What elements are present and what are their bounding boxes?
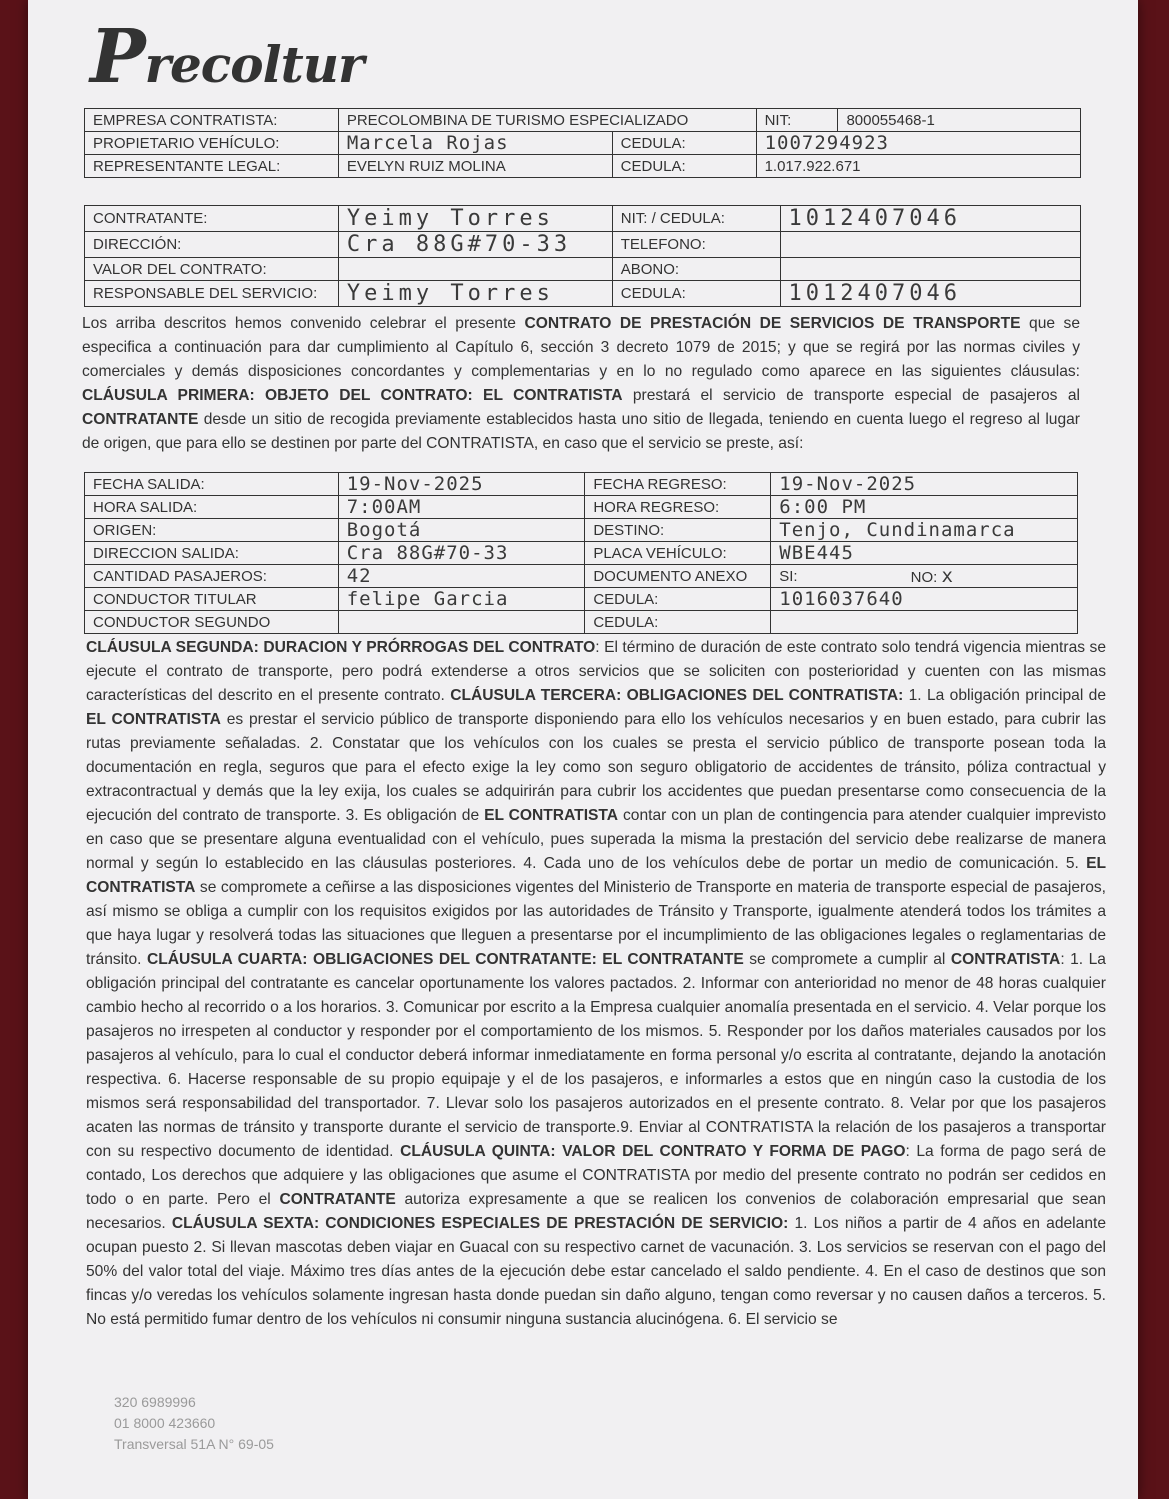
- direccion-value: Cra 88G#70-33: [338, 232, 612, 258]
- bold-text-run: CLÁUSULA CUARTA: OBLIGACIONES DEL CONTRATANTE: EL CONTRATANTE: [146, 951, 744, 968]
- text-run: se compromete a ceñirse a las disposiciones vigentes del Ministerio de Transporte en materia de transporte especial de pasajeros, así mismo se obliga a cumplir con los requisitos exigidos por las autoridades de Tránsito y Transporte, igualmente atenderá todos los trámites a que haya lugar y resolverá todas las situaciones que lleguen a presentarse por el incumplimiento de las obligaciones legales o reglamentarias de tránsito.: [86, 879, 1106, 968]
- text-run: : La forma de pago será de contado, Los derechos que adquiere y las obligaciones que asume el CONTRATISTA por medio del presente contrato no podrán ser cedidos en todo o en parte. Pero el: [86, 1143, 1106, 1208]
- text-run: autoriza expresamente a que se realicen los convenios de colaboración empresarial que sean necesarios.: [86, 1191, 1106, 1232]
- nit-cedula-label: NIT: / CEDULA:: [612, 206, 780, 232]
- bold-text-run: CLÁUSULA TERCERA: OBLIGACIONES DEL CONTRATISTA:: [450, 687, 904, 704]
- destino-value: Tenjo, Cundinamarca: [771, 519, 1078, 542]
- bold-text-run: CLÁUSULA SEXTA: CONDICIONES ESPECIALES DE PRESTACIÓN DE SERVICIO:: [171, 1215, 789, 1232]
- telefono-label: TELEFONO:: [612, 232, 780, 258]
- bold-text-run: CONTRATANTE: [82, 411, 199, 428]
- no-value: x: [941, 565, 954, 587]
- cedula-label: CEDULA:: [612, 281, 780, 307]
- nit-value: 800055468-1: [838, 109, 1081, 132]
- origen-label: ORIGEN:: [85, 519, 339, 542]
- text-run: se compromete a cumplir al: [743, 951, 951, 968]
- company-table: [84, 108, 1081, 178]
- bold-text-run: CLÁUSULA SEGUNDA: DURACION Y PRÓRROGAS DEL CONTRATO: [86, 639, 596, 656]
- fecha-regreso-label: FECHA REGRESO:: [585, 473, 771, 496]
- hora-salida-label: HORA SALIDA:: [85, 496, 339, 519]
- cedula2-value: 1.017.922.671: [756, 155, 1080, 178]
- pasajeros-label: CANTIDAD PASAJEROS:: [85, 565, 339, 588]
- placa-value: WBE445: [771, 542, 1078, 565]
- cedula-titular-value: 1016037640: [771, 588, 1078, 611]
- fecha-salida-value: 19-Nov-2025: [338, 473, 585, 496]
- placa-label: PLACA VEHÍCULO:: [585, 542, 771, 565]
- clauses-paragraph: [86, 636, 1106, 1332]
- bold-text-run: EL CONTRATISTA: [484, 807, 619, 824]
- text-run: 1. Los niños a partir de 4 años en adelante ocupan puesto 2. Si llevan mascotas deben viajar en Guacal con su respectivo carnet de vacunación. 3. Los servicios se reservan con el pago del 50% del valor total del viaje. Máximo tres días antes de la ejecución debe estar cancelado el saldo pendiente. 4. En el caso de destinos que son fincas y/o veredas los vehículos solamente ingresan hasta donde puedan sin daño alguno, tengan como reversar y no causen daños a terceros. 5. No está permitido fumar dentro de los vehículos ni consumir ninguna sustancia alucinógena. 6. El servicio se: [86, 1215, 1106, 1328]
- bold-text-run: CONTRATISTA: [950, 951, 1061, 968]
- bold-text-run: EL CONTRATISTA: [86, 711, 221, 728]
- destino-label: DESTINO:: [585, 519, 771, 542]
- conductor-segundo-label: CONDUCTOR SEGUNDO: [85, 611, 339, 634]
- text-run: es prestar el servicio público de transporte disponiendo para ello los vehículos necesarios y en buen estado, para cubrir las rutas previamente señaladas. 2. Constatar que los vehículos con los cuales se presta el servicio público de transporte posean toda la documentación en regla, seguros que para el efecto exige la ley como son seguro obligatorio de accidentes de tránsito, póliza contractual y extracontractual y demás que la ley exija, los cuales se adquirirán para cubrir los accidentes que puedan presentarse como consecuencia de la ejecución del contrato de transporte. 3. Es obligación de: [86, 711, 1106, 824]
- footer-contact: [114, 1392, 274, 1455]
- text-run: Los arriba descritos hemos convenido celebrar el presente: [82, 315, 525, 332]
- valor-label: VALOR DEL CONTRATO:: [85, 258, 339, 281]
- bold-text-run: CLÁUSULA QUINTA: VALOR DEL CONTRATO Y FORMA DE PAGO: [400, 1143, 906, 1160]
- bold-text-run: CONTRATANTE: [279, 1191, 396, 1208]
- contract-page: [28, 0, 1138, 1499]
- trip-table: [84, 472, 1078, 634]
- no-cell: [871, 565, 1078, 588]
- text-run: que se especifica a continuación para dar cumplimiento al Capítulo 6, sección 3 decreto 1079 de 2015; y que se regirá por las normas civiles y comerciales y demás disposiciones concordantes y complementarias y en lo no regulado como aparece en las siguientes cláusulas:: [82, 315, 1081, 380]
- bold-text-run: CONTRATO DE PRESTACIÓN DE SERVICIOS DE TRANSPORTE: [524, 315, 1021, 332]
- direccion-label: DIRECCIÓN:: [85, 232, 339, 258]
- bold-text-run: EL CONTRATISTA: [86, 855, 1106, 896]
- text-run: 1. La obligación principal de: [903, 687, 1107, 704]
- responsable-value: Yeimy Torres: [338, 281, 612, 307]
- cedula-segundo-value: [771, 611, 1078, 634]
- footer-phone-2: 01 8000 423660: [114, 1415, 216, 1431]
- text-run: : El término de duración de este contrato solo tendrá vigencia mientras se ejecute el contrato de transporte, pero podrá extenderse a otros servicios que se soliciten con posterioridad y cuenten con las mismas características del descrito en el presente contrato.: [86, 639, 1107, 704]
- text-run: desde un sitio de recogida previamente establecidos hasta uno sitio de llegada, teniendo en cuenta luego el regreso al lugar de origen, que para ello se destinen por parte del CONTRATISTA, en caso que el servicio se preste, así:: [82, 411, 1080, 452]
- fecha-salida-label: FECHA SALIDA:: [85, 473, 339, 496]
- client-table: [84, 205, 1081, 307]
- cedula2-label: CEDULA:: [612, 155, 756, 178]
- direccion-salida-value: Cra 88G#70-33: [338, 542, 585, 565]
- fecha-regreso-value: 19-Nov-2025: [771, 473, 1078, 496]
- pasajeros-value: 42: [338, 565, 585, 588]
- cedula1-label: CEDULA:: [612, 132, 756, 155]
- contratante-value: Yeimy Torres: [338, 206, 612, 232]
- abono-label: ABONO:: [612, 258, 780, 281]
- contratante-label: CONTRATANTE:: [85, 206, 339, 232]
- intro-paragraph: [82, 312, 1080, 456]
- text-run: prestará el servicio de transporte especial de pasajeros al: [622, 387, 1080, 404]
- empresa-value: PRECOLOMBINA DE TURISMO ESPECIALIZADO: [338, 109, 756, 132]
- responsable-label: RESPONSABLE DEL SERVICIO:: [85, 281, 339, 307]
- empresa-label: EMPRESA CONTRATISTA:: [85, 109, 339, 132]
- representante-label: REPRESENTANTE LEGAL:: [85, 155, 339, 178]
- bold-text-run: CLÁUSULA PRIMERA: OBJETO DEL CONTRATO: EL CONTRATISTA: [82, 387, 623, 404]
- nit-cedula-value: 1012407046: [780, 206, 1080, 232]
- documento-label: DOCUMENTO ANEXO: [585, 565, 771, 588]
- hora-regreso-value: 6:00 PM: [771, 496, 1078, 519]
- hora-salida-value: 7:00AM: [338, 496, 585, 519]
- propietario-label: PROPIETARIO VEHÍCULO:: [85, 132, 339, 155]
- conductor-titular-value: felipe Garcia: [338, 588, 585, 611]
- cedula-value: 1012407046: [780, 281, 1080, 307]
- valor-value: [338, 258, 612, 281]
- si-label: SI:: [771, 565, 871, 588]
- cedula-titular-label: CEDULA:: [585, 588, 771, 611]
- abono-value: [780, 258, 1080, 281]
- direccion-salida-label: DIRECCION SALIDA:: [85, 542, 339, 565]
- text-run: contar con un plan de contingencia para atender cualquier imprevisto en caso que se presentare alguna eventualidad con el vehículo, pues superada la misma la prestación del servicio debe realizarse de manera normal y según lo establecido en las cláusulas posteriores. 4. Cada uno de los vehículos debe de portar un medio de comunicación. 5.: [86, 807, 1107, 872]
- representante-value: EVELYN RUIZ MOLINA: [338, 155, 612, 178]
- propietario-value: Marcela Rojas: [338, 132, 612, 155]
- hora-regreso-label: HORA REGRESO:: [585, 496, 771, 519]
- footer-phone-1: 320 6989996: [114, 1394, 196, 1410]
- footer-address: Transversal 51A N° 69-05: [114, 1436, 274, 1452]
- nit-label: NIT:: [756, 109, 838, 132]
- conductor-segundo-value: [338, 611, 585, 634]
- cedula-segundo-label: CEDULA:: [585, 611, 771, 634]
- text-run: : 1. La obligación principal del contratante es cancelar oportunamente los valores pactados. 2. Informar con anterioridad no menor de 48 horas cualquier cambio hecho al recorrido o a los horarios. 3. Comunicar por escrito a la Empresa cualquier anomalía presentada en el servicio. 4. Velar porque los pasajeros no irrespeten al conductor y responder por el comportamiento de los mismos. 5. Responder por los daños materiales causados por los pasajeros al vehículo, para lo cual el conductor deberá informar inmediatamente en forma personal y/o escrita al contratante, dejando la anotación respectiva. 6. Hacerse responsable de su propio equipaje y el de los pasajeros, e informarles a estos que en ningún caso la custodia de los mismos será responsabilidad del transportador. 7. Llevar solo los pasajeros autorizados en el presente contrato. 8. Velar por que los pasajeros acaten las normas de tránsito y transporte durante el servicio de transporte.9. Enviar al CONTRATISTA la relación de los pasajeros a transportar con su respectivo documento de identidad.: [86, 951, 1106, 1160]
- company-logo: Precoltur: [90, 14, 364, 100]
- telefono-value: [780, 232, 1080, 258]
- origen-value: Bogotá: [338, 519, 585, 542]
- no-label: NO:: [910, 569, 938, 586]
- cedula1-value: 1007294923: [756, 132, 1080, 155]
- conductor-titular-label: CONDUCTOR TITULAR: [85, 588, 339, 611]
